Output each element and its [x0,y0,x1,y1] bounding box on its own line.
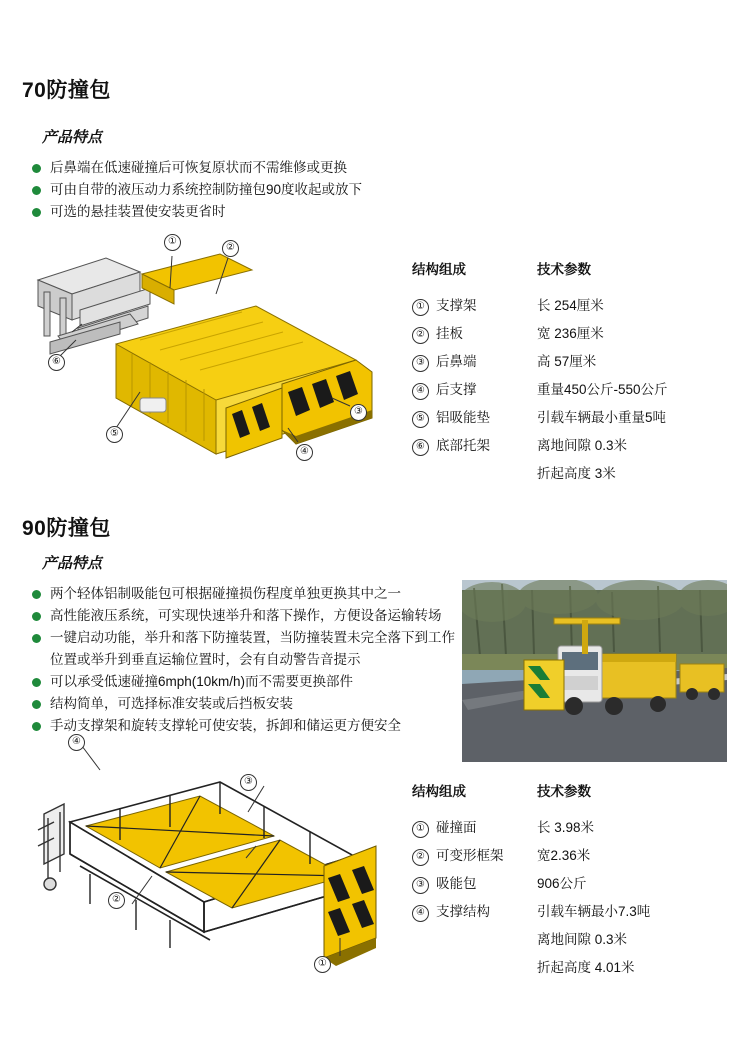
parameter-row: 宽 236厘米 [537,326,604,341]
feature-text: 后鼻端在低速碰撞后可恢复原状而不需维修或更换 [50,160,347,175]
structure-label: 底部托架 [436,438,490,453]
index-icon: ⑤ [412,411,429,428]
index-icon: ② [412,849,429,866]
crash-cushion-90-illustration [24,726,394,986]
list-item [30,628,470,648]
parameter-row: 离地间隙 0.3米 [537,438,628,453]
list-item [30,158,470,178]
list-item [30,180,470,200]
structure-row [412,814,552,842]
callout-3: ③ [350,404,367,421]
structure-label: 后支撑 [436,382,477,397]
feature-text: 可以承受低速碰撞6mph(10km/h)而不需要更换部件 [50,674,354,689]
list-item [30,606,470,626]
truck-photo [462,580,727,762]
index-icon: ⑥ [412,439,429,456]
figure-70-crash-cushion [20,232,390,482]
parameter-row: 引载车辆最小重量5吨 [537,410,667,425]
truck-photo-image [462,580,727,762]
structure-row [412,898,552,926]
list-item [30,694,470,714]
structure-header: 结构组成 [412,784,466,799]
feature-text: 结构简单，可选择标准安装或后挡板安装 [50,696,293,711]
callout-2: ② [222,240,239,257]
feature-text: 位置或举升到垂直运输位置时，会有自动警告音提示 [50,652,361,667]
bullet-dot-icon [32,186,41,195]
crash-cushion-70-illustration [20,232,390,482]
structure-label: 铝吸能垫 [436,410,490,425]
index-icon: ③ [412,355,429,372]
structure-label: 碰撞面 [436,820,477,835]
spec-table-90 [412,780,712,1000]
parameter-row: 高 57厘米 [537,354,597,369]
bullet-dot-icon [32,700,41,709]
figure-90-crash-cushion [24,726,394,986]
feature-text: 高性能液压系统，可实现快速举升和落下操作，方便设备运输转场 [50,608,442,623]
parameters-header: 技术参数 [537,784,591,799]
structure-label: 支撑架 [436,298,477,313]
callout-6: ⑥ [48,354,65,371]
bullet-dot-icon [32,164,41,173]
callout-3: ③ [240,774,257,791]
structure-row [412,348,552,376]
callout-1: ① [164,234,181,251]
parameter-row: 折起高度 4.01米 [537,960,635,975]
structure-label: 后鼻端 [436,354,477,369]
feature-text: 两个轻体铝制吸能包可根据碰撞损伤程度单独更换其中之一 [50,586,401,601]
callout-5: ⑤ [106,426,123,443]
callout-2: ② [108,892,125,909]
feature-text: 手动支撑架和旋转支撑轮可使安装，拆卸和储运更方便安全 [50,718,401,733]
structure-row [412,404,552,432]
structure-row [412,320,552,348]
subtitle-70: 产品特点 [42,129,103,146]
parameter-row: 离地间隙 0.3米 [537,932,628,947]
list-item [30,672,470,692]
structure-label: 可变形框架 [436,848,504,863]
parameter-column-90 [537,780,747,982]
index-icon: ③ [412,877,429,894]
bullet-dot-icon [32,208,41,217]
index-icon: ① [412,299,429,316]
parameter-row: 折起高度 3米 [537,466,616,481]
structure-column-90 [412,780,552,926]
feature-list-90 [30,584,470,738]
feature-text: 可选的悬挂装置使安装更省时 [50,204,226,219]
parameter-row: 重量450公斤-550公斤 [537,382,668,397]
parameter-row: 引载车辆最小7.3吨 [537,904,651,919]
feature-text: 一键启动功能，举升和落下防撞装置，当防撞装置未完全落下到工作 [50,630,455,645]
list-item [30,584,470,604]
section-title-70: 70防撞包 [22,79,111,102]
parameter-row: 906公斤 [537,876,587,891]
index-icon: ④ [412,383,429,400]
structure-row [412,870,552,898]
structure-label: 挂板 [436,326,463,341]
structure-row [412,292,552,320]
section-title-90: 90防撞包 [22,517,111,540]
bullet-dot-icon [32,678,41,687]
parameter-column-70 [537,258,747,488]
structure-header: 结构组成 [412,262,466,277]
feature-list-70 [30,158,470,224]
spec-table-70 [412,258,712,481]
structure-label: 支撑结构 [436,904,490,919]
list-item-continuation [30,650,470,670]
structure-row [412,842,552,870]
structure-column-70 [412,258,552,460]
index-icon: ② [412,327,429,344]
list-item [30,202,470,222]
structure-row [412,432,552,460]
parameter-row: 长 254厘米 [537,298,604,313]
parameter-row: 宽2.36米 [537,848,591,863]
callout-1: ① [314,956,331,973]
callout-4: ④ [68,734,85,751]
subtitle-90: 产品特点 [42,555,103,572]
parameter-row: 长 3.98米 [537,820,595,835]
callout-4: ④ [296,444,313,461]
structure-label: 吸能包 [436,876,477,891]
bullet-dot-icon [32,634,41,643]
structure-row [412,376,552,404]
feature-text: 可由自带的液压动力系统控制防撞包90度收起或放下 [50,182,363,197]
bullet-dot-icon [32,590,41,599]
parameters-header: 技术参数 [537,262,591,277]
bullet-dot-icon [32,612,41,621]
index-icon: ① [412,821,429,838]
index-icon: ④ [412,905,429,922]
